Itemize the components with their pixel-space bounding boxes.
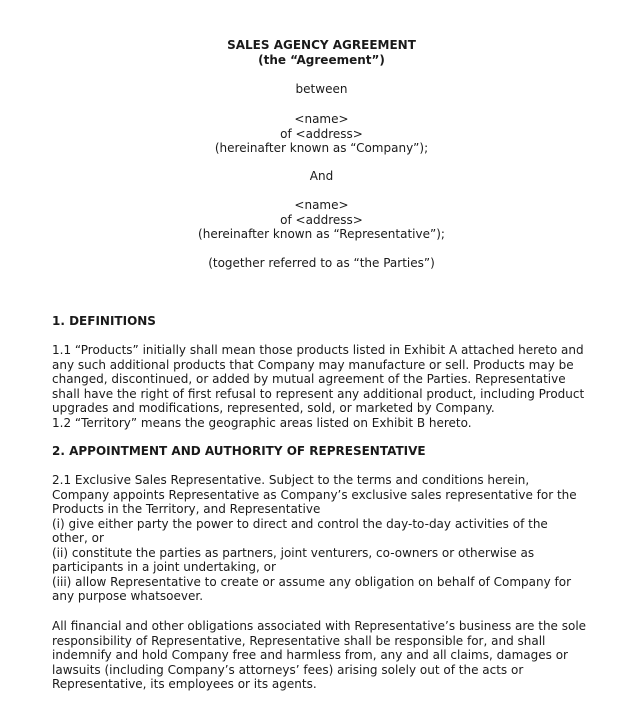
document-title: SALES AGENCY AGREEMENT: [227, 38, 416, 52]
appointment-line: any purpose whatsoever.: [52, 589, 204, 603]
definitions-line: any such additional products that Company may manufacture or sell. Products may be: [52, 357, 574, 372]
financial-line: Representative, its employees or its agents.: [52, 677, 317, 691]
appointment-line: Products in the Territory, and Representative: [52, 502, 321, 516]
company-address: of <address>: [280, 126, 363, 141]
appointment-line: (i) give either party the power to direct and control the day-to-day activities of the: [52, 516, 548, 531]
document-subtitle: (the “Agreement”): [258, 52, 385, 67]
party-representative-block: [0, 198, 631, 242]
appointment-heading: 2. APPOINTMENT AND AUTHORITY OF REPRESENTATIVE: [52, 444, 426, 458]
appointment-line: (ii) constitute the parties as partners, joint venturers, co-owners or otherwise as: [52, 545, 535, 560]
financial-line: lawsuits (including Company’s attorneys’ fees) arising solely out of the acts or: [52, 662, 524, 677]
financial-line: responsibility of Representative, Representative shall be responsible for, and shall: [52, 633, 546, 648]
appointment-line: (iii) allow Representative to create or assume any obligation on behalf of Company for: [52, 574, 572, 589]
definitions-line: shall have the right of first refusal to represent any additional product, including Product: [52, 386, 585, 401]
representative-name: <name>: [294, 198, 349, 212]
financial-line: All financial and other obligations associated with Representative’s business are the sole: [52, 619, 587, 633]
representative-address: of <address>: [280, 212, 363, 227]
title-block: [0, 38, 631, 67]
party-company-block: [0, 112, 631, 156]
appointment-paragraph: [52, 473, 592, 604]
company-known-as: (hereinafter known as “Company”);: [214, 141, 429, 155]
definitions-line: 1.2 “Territory” means the geographic areas listed on Exhibit B hereto.: [52, 415, 472, 430]
representative-known-as: (hereinafter known as “Representative”);: [198, 227, 445, 241]
appointment-line: participants in a joint undertaking, or: [52, 560, 276, 574]
appointment-line: 2.1 Exclusive Sales Representative. Subject to the terms and conditions herein,: [52, 473, 530, 487]
between-label: between: [295, 82, 348, 96]
definitions-paragraph: [52, 343, 592, 430]
and-label: And: [309, 169, 334, 183]
definitions-heading: 1. DEFINITIONS: [52, 314, 156, 328]
financial-line: indemnify and hold Company free and harmless from, any and all claims, damages or: [52, 648, 568, 662]
appointment-line: other, or: [52, 531, 104, 545]
definitions-line: changed, discontinued, or added by mutual agreement of the Parties. Representative: [52, 372, 566, 386]
company-name: <name>: [294, 112, 349, 126]
definitions-line: upgrades and modifications, represented, sold, or marketed by Company.: [52, 401, 495, 415]
definitions-line: 1.1 “Products” initially shall mean those products listed in Exhibit A attached hereto and: [52, 343, 584, 357]
financial-obligations-paragraph: [52, 619, 592, 692]
appointment-line: Company appoints Representative as Company’s exclusive sales representative for the: [52, 487, 577, 502]
together-label: (together referred to as “the Parties”): [208, 256, 435, 270]
